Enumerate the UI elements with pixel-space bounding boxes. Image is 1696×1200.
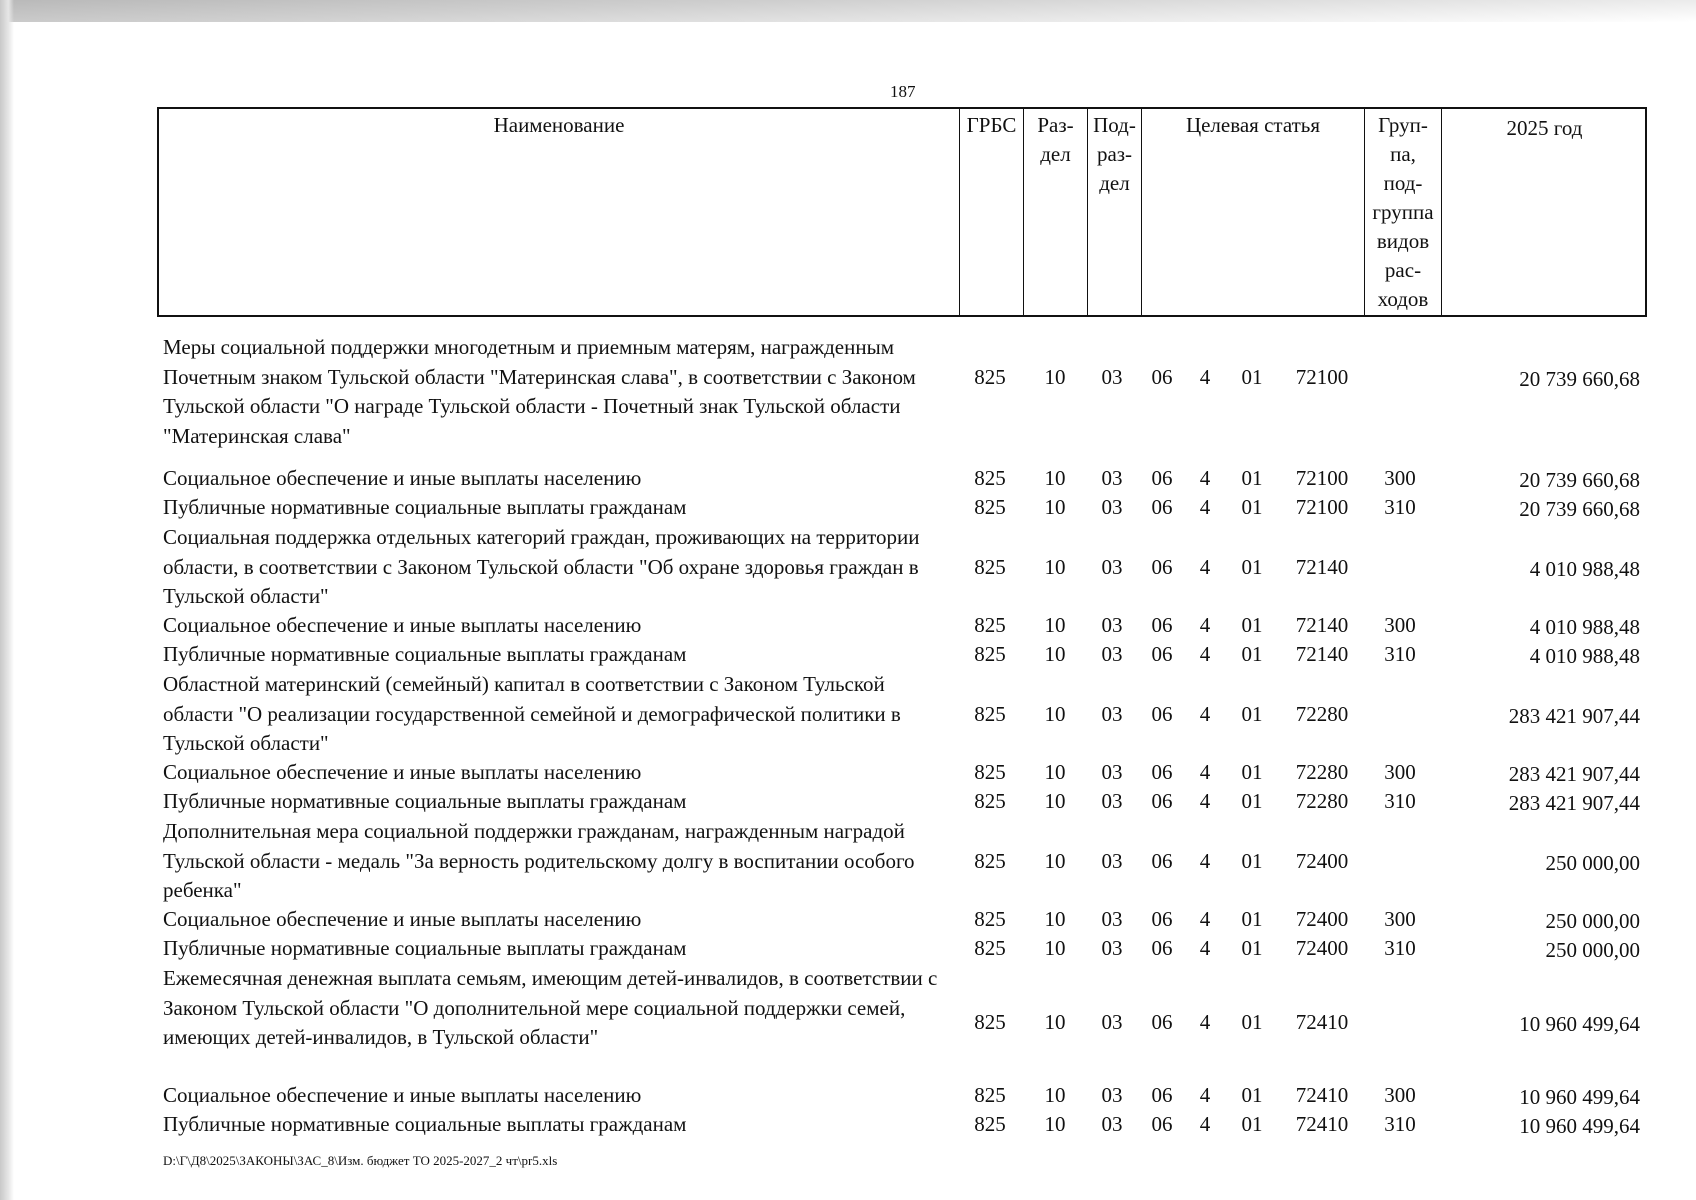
row-grbs: 825 (974, 466, 1006, 490)
row-cs-code: 72400 (1295, 848, 1349, 873)
row-vr: 310 (1384, 936, 1416, 960)
row-cs-prog: 06 (1151, 613, 1173, 637)
row-amount: 20 739 660,68 (1519, 468, 1640, 492)
row-amount: 20 739 660,68 (1519, 367, 1640, 392)
row-podrazdel: 03 (1101, 1083, 1123, 1107)
row-cs-sub: 01 (1241, 848, 1263, 873)
row-cs-code: 72280 (1295, 789, 1349, 813)
row-amount: 250 000,00 (1545, 938, 1640, 962)
row-cs-type: 4 (1199, 907, 1211, 931)
row-cs-sub: 01 (1241, 1010, 1263, 1035)
row-grbs: 825 (974, 848, 1006, 873)
row-cs-code: 72100 (1295, 466, 1349, 490)
row-cs-sub: 01 (1241, 701, 1263, 726)
row-cs-prog: 06 (1151, 495, 1173, 519)
row-cs-sub: 01 (1241, 642, 1263, 666)
row-amount: 283 421 907,44 (1508, 762, 1640, 786)
row-cs-prog: 06 (1151, 466, 1173, 490)
page-number: 187 (890, 82, 916, 101)
row-cs-type: 4 (1199, 365, 1211, 390)
row-cs-prog: 06 (1151, 936, 1173, 960)
header-year: 2025 год (1441, 109, 1647, 315)
row-razdel: 10 (1044, 642, 1066, 666)
row-podrazdel: 03 (1101, 613, 1123, 637)
row-amount: 283 421 907,44 (1508, 791, 1640, 815)
row-podrazdel: 03 (1101, 701, 1123, 726)
row-cs-code: 72400 (1295, 907, 1349, 931)
row-cs-prog: 06 (1151, 701, 1173, 726)
row-podrazdel: 03 (1101, 365, 1123, 390)
row-grbs: 825 (974, 554, 1006, 579)
row-cs-type: 4 (1199, 936, 1211, 960)
row-cs-code: 72100 (1295, 365, 1349, 390)
row-grbs: 825 (974, 1112, 1006, 1136)
row-cs-prog: 06 (1151, 554, 1173, 579)
row-podrazdel: 03 (1101, 554, 1123, 579)
row-name: Социальное обеспечение и иные выплаты населению (163, 613, 642, 637)
row-cs-code: 72100 (1295, 495, 1349, 519)
row-amount: 4 010 988,48 (1529, 556, 1640, 581)
row-cs-sub: 01 (1241, 495, 1263, 519)
row-cs-code: 72410 (1295, 1112, 1349, 1136)
row-name: Публичные нормативные социальные выплаты гражданам (163, 495, 687, 519)
row-cs-prog: 06 (1151, 907, 1173, 931)
row-cs-code: 72140 (1295, 554, 1349, 579)
row-name: Ежемесячная денежная выплата семьям, имеющим детей-инвалидов, в соответствии с Законом Тульской области "О дополнительной мере социальной поддержки семей, имеющих детей-инвалидов, в Тульской области" (163, 966, 938, 1049)
header-name: Наименование (493, 113, 625, 137)
row-cs-prog: 06 (1151, 365, 1173, 390)
row-cs-code: 72400 (1295, 936, 1349, 960)
row-razdel: 10 (1044, 613, 1066, 637)
row-name: Социальное обеспечение и иные выплаты населению (163, 466, 642, 490)
row-razdel: 10 (1044, 554, 1066, 579)
table-header (157, 107, 1647, 317)
row-vr: 300 (1384, 907, 1416, 931)
row-cs-prog: 06 (1151, 1112, 1173, 1136)
row-cs-prog: 06 (1151, 642, 1173, 666)
row-amount: 20 739 660,68 (1519, 497, 1640, 521)
row-cs-type: 4 (1199, 789, 1211, 813)
row-vr: 310 (1384, 789, 1416, 813)
row-vr: 300 (1384, 1083, 1416, 1107)
row-cs-type: 4 (1199, 1112, 1211, 1136)
row-cs-type: 4 (1199, 760, 1211, 784)
row-grbs: 825 (974, 613, 1006, 637)
row-cs-type: 4 (1199, 701, 1211, 726)
row-grbs: 825 (974, 760, 1006, 784)
row-cs-type: 4 (1199, 848, 1211, 873)
row-grbs: 825 (974, 1083, 1006, 1107)
row-razdel: 10 (1044, 1010, 1066, 1035)
row-razdel: 10 (1044, 848, 1066, 873)
row-cs-type: 4 (1199, 495, 1211, 519)
row-amount: 10 960 499,64 (1519, 1012, 1640, 1037)
row-podrazdel: 03 (1101, 848, 1123, 873)
row-name: Дополнительная мера социальной поддержки гражданам, награжденным наградой Тульской области - медаль "За верность родительскому долгу в воспитании особого ребенка" (163, 819, 915, 902)
row-podrazdel: 03 (1101, 495, 1123, 519)
row-name: Областной материнский (семейный) капитал в соответствии с Законом Тульской области "О реализации государственной семейной и демографической политики в Тульской области" (163, 672, 901, 755)
footer-file-path: D:\Г\Д8\2025\ЗАКОНЫ\ЗАС_8\Изм. бюджет ТО 2025-2027_2 чт\pr5.xls (163, 1153, 558, 1168)
row-podrazdel: 03 (1101, 466, 1123, 490)
row-name: Публичные нормативные социальные выплаты гражданам (163, 1112, 687, 1136)
row-razdel: 10 (1044, 907, 1066, 931)
row-grbs: 825 (974, 936, 1006, 960)
row-razdel: 10 (1044, 365, 1066, 390)
row-name: Социальное обеспечение и иные выплаты населению (163, 1083, 642, 1107)
row-cs-code: 72410 (1295, 1010, 1349, 1035)
header-celevaya: Целевая статья (1141, 109, 1364, 315)
row-grbs: 825 (974, 495, 1006, 519)
row-name: Социальная поддержка отдельных категорий граждан, проживающих на территории области, в соответствии с Законом Тульской области "Об охране здоровья граждан в Тульской области" (163, 525, 920, 608)
row-name: Публичные нормативные социальные выплаты гражданам (163, 789, 687, 813)
row-podrazdel: 03 (1101, 907, 1123, 931)
row-name: Социальное обеспечение и иные выплаты населению (163, 907, 642, 931)
row-cs-code: 72140 (1295, 613, 1349, 637)
row-cs-sub: 01 (1241, 789, 1263, 813)
row-grbs: 825 (974, 789, 1006, 813)
row-grbs: 825 (974, 642, 1006, 666)
row-cs-type: 4 (1199, 642, 1211, 666)
row-name: Публичные нормативные социальные выплаты гражданам (163, 642, 687, 666)
row-amount: 250 000,00 (1545, 850, 1640, 875)
row-razdel: 10 (1044, 760, 1066, 784)
row-amount: 4 010 988,48 (1529, 644, 1640, 668)
row-razdel: 10 (1044, 936, 1066, 960)
row-cs-sub: 01 (1241, 466, 1263, 490)
header-grbs: ГРБС (959, 109, 1023, 315)
row-cs-prog: 06 (1151, 848, 1173, 873)
row-cs-sub: 01 (1241, 613, 1263, 637)
row-name: Социальное обеспечение и иные выплаты населению (163, 760, 642, 784)
row-cs-sub: 01 (1241, 1083, 1263, 1107)
row-cs-sub: 01 (1241, 936, 1263, 960)
row-cs-prog: 06 (1151, 760, 1173, 784)
scan-edge-left (0, 0, 14, 1200)
row-vr: 300 (1384, 466, 1416, 490)
row-cs-sub: 01 (1241, 554, 1263, 579)
row-cs-code: 72280 (1295, 701, 1349, 726)
row-cs-code: 72410 (1295, 1083, 1349, 1107)
row-cs-type: 4 (1199, 613, 1211, 637)
row-podrazdel: 03 (1101, 1112, 1123, 1136)
row-razdel: 10 (1044, 1083, 1066, 1107)
row-cs-type: 4 (1199, 466, 1211, 490)
header-razdel: Раз- дел (1023, 109, 1087, 315)
row-amount: 10 960 499,64 (1519, 1085, 1640, 1109)
row-cs-type: 4 (1199, 1083, 1211, 1107)
row-grbs: 825 (974, 907, 1006, 931)
row-amount: 283 421 907,44 (1508, 703, 1640, 728)
row-cs-code: 72140 (1295, 642, 1349, 666)
row-razdel: 10 (1044, 789, 1066, 813)
row-cs-sub: 01 (1241, 760, 1263, 784)
row-grbs: 825 (974, 1010, 1006, 1035)
row-razdel: 10 (1044, 701, 1066, 726)
row-cs-sub: 01 (1241, 365, 1263, 390)
row-podrazdel: 03 (1101, 642, 1123, 666)
row-amount: 250 000,00 (1545, 909, 1640, 933)
row-cs-prog: 06 (1151, 1083, 1173, 1107)
row-grbs: 825 (974, 365, 1006, 390)
header-podrazdel: Под- раз- дел (1087, 109, 1141, 315)
row-podrazdel: 03 (1101, 789, 1123, 813)
row-cs-type: 4 (1199, 1010, 1211, 1035)
row-razdel: 10 (1044, 495, 1066, 519)
row-vr: 300 (1384, 613, 1416, 637)
row-cs-prog: 06 (1151, 1010, 1173, 1035)
row-cs-code: 72280 (1295, 760, 1349, 784)
scan-edge-top (0, 0, 1696, 22)
row-grbs: 825 (974, 701, 1006, 726)
row-cs-sub: 01 (1241, 907, 1263, 931)
row-cs-sub: 01 (1241, 1112, 1263, 1136)
row-razdel: 10 (1044, 1112, 1066, 1136)
header-gruppa: Груп- па, под- группа видов рас- ходов (1364, 109, 1441, 315)
row-podrazdel: 03 (1101, 936, 1123, 960)
row-cs-prog: 06 (1151, 789, 1173, 813)
row-razdel: 10 (1044, 466, 1066, 490)
row-podrazdel: 03 (1101, 760, 1123, 784)
row-amount: 4 010 988,48 (1529, 615, 1640, 639)
row-vr: 300 (1384, 760, 1416, 784)
row-vr: 310 (1384, 495, 1416, 519)
row-name: Публичные нормативные социальные выплаты гражданам (163, 936, 687, 960)
row-vr: 310 (1384, 642, 1416, 666)
row-vr: 310 (1384, 1112, 1416, 1136)
row-name: Меры социальной поддержки многодетным и приемным матерям, награжденным Почетным знаком Тульской области "Материнская слава", в соответствии с Законом Тульской области "О награде Тульской области - Почетный знак Тульской области "Материнская слава" (163, 335, 916, 448)
row-cs-type: 4 (1199, 554, 1211, 579)
row-amount: 10 960 499,64 (1519, 1114, 1640, 1138)
row-podrazdel: 03 (1101, 1010, 1123, 1035)
